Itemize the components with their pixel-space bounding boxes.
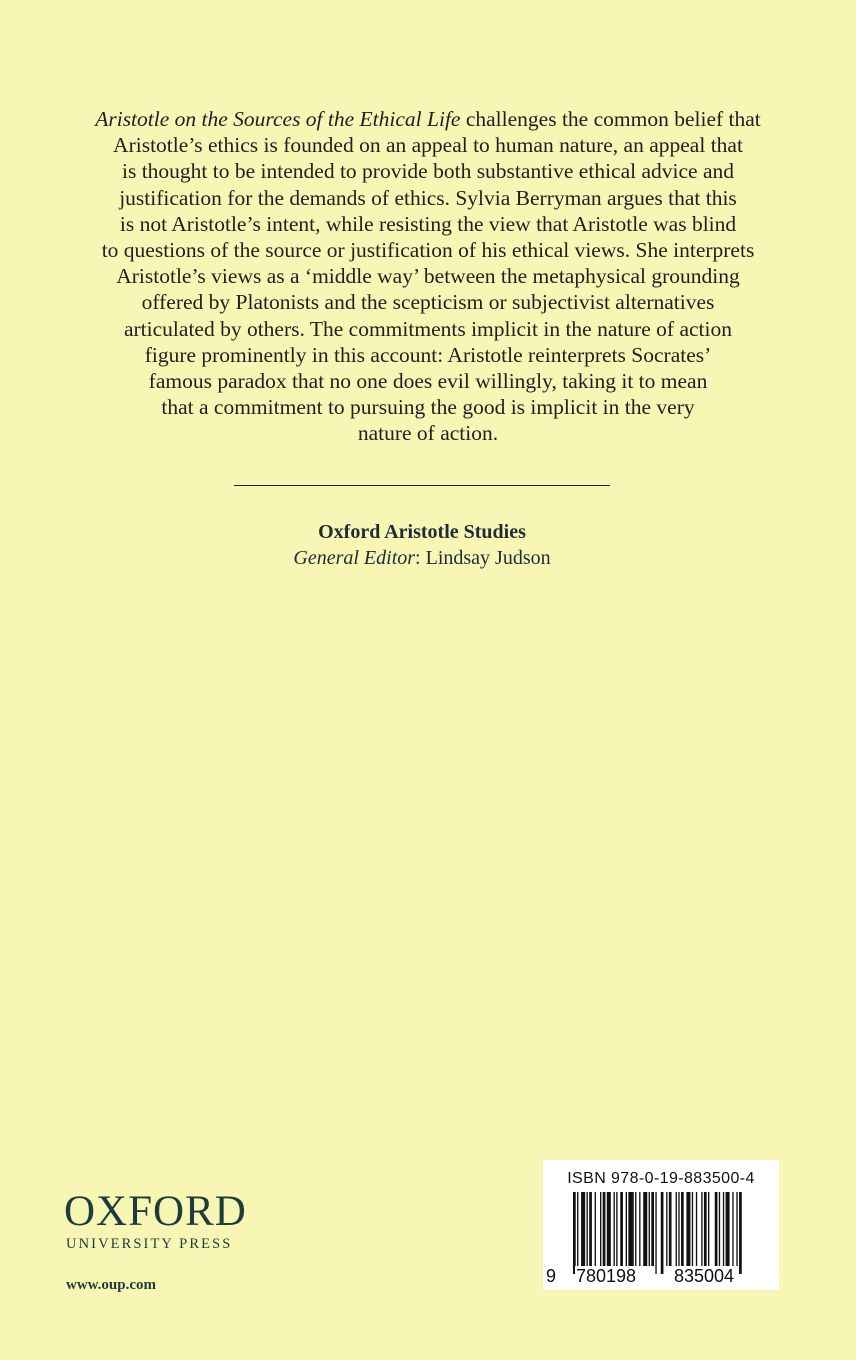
barcode-bar xyxy=(732,1192,733,1266)
barcode-bar xyxy=(616,1192,617,1266)
barcode-bar xyxy=(581,1192,585,1266)
blurb-line: to questions of the source or justification of his ethical views. She interprets xyxy=(101,238,755,263)
barcode-bar xyxy=(655,1192,656,1274)
barcode-digit-first: 9 xyxy=(546,1266,557,1286)
barcode-bar xyxy=(678,1192,679,1266)
barcode-bars-icon xyxy=(559,1192,765,1274)
barcode-bar xyxy=(661,1192,664,1274)
blurb-line: Aristotle’s views as a ‘middle way’ between the metaphysical grounding xyxy=(116,264,740,289)
barcode-bar xyxy=(587,1192,588,1266)
blurb-line: nature of action. xyxy=(357,421,499,446)
barcode-digits-right: 835004 xyxy=(674,1266,735,1286)
barcode-bar xyxy=(704,1192,707,1266)
barcode-bar xyxy=(614,1192,615,1266)
isbn-barcode xyxy=(543,1160,779,1290)
barcode-bar xyxy=(577,1192,578,1274)
book-title: Aristotle on the Sources of the Ethical Life xyxy=(95,107,461,131)
barcode-bar xyxy=(701,1192,702,1266)
blurb-line: famous paradox that no one does evil willingly, taking it to mean xyxy=(148,369,708,394)
barcode-bar xyxy=(573,1192,576,1274)
barcode-bar xyxy=(626,1192,627,1266)
divider-rule xyxy=(234,485,610,486)
barcode-bar xyxy=(589,1192,592,1266)
blurb-line: figure prominently in this account: Aristotle reinterprets Socrates’ xyxy=(144,342,712,367)
barcode-bar xyxy=(628,1192,633,1266)
barcode-bar xyxy=(739,1192,742,1274)
barcode-bar xyxy=(723,1192,724,1266)
isbn-label: ISBN 978-0-19-883500-4 xyxy=(567,1170,755,1187)
barcode-digits-left: 780198 xyxy=(576,1266,637,1286)
blurb-line: that a commitment to pursuing the good is implicit in the very xyxy=(161,395,695,420)
barcode-bar xyxy=(607,1192,611,1266)
barcode-bar xyxy=(643,1192,647,1266)
blurb-line: offered by Platonists and the scepticism or subjectivist alternatives xyxy=(141,290,715,315)
editor-name: Lindsay Judson xyxy=(425,547,551,569)
blurb-line: is thought to be intended to provide both substantive ethical advice and xyxy=(121,159,734,184)
barcode-bar xyxy=(669,1192,672,1266)
editor-label: General Editor xyxy=(293,547,416,569)
barcode-bar xyxy=(692,1192,693,1266)
barcode-bar xyxy=(726,1192,730,1266)
editor-separator: : xyxy=(415,547,426,569)
publisher-logo-name: OXFORD xyxy=(64,1188,247,1235)
barcode-bar xyxy=(649,1192,650,1266)
barcode-bar xyxy=(708,1192,709,1266)
barcode-bar xyxy=(651,1192,654,1266)
barcode-bar xyxy=(595,1192,596,1266)
barcode-bar xyxy=(681,1192,684,1266)
barcode-bar xyxy=(686,1192,690,1266)
blurb-line-1-rest: challenges the common belief that xyxy=(460,107,761,131)
blurb-line: is not Aristotle’s intent, while resisting the view that Aristotle was blind xyxy=(119,211,737,236)
barcode-bar xyxy=(715,1192,718,1266)
barcode-bar xyxy=(736,1192,737,1266)
barcode-bar xyxy=(635,1192,636,1266)
barcode-bar xyxy=(719,1192,720,1266)
blurb-line xyxy=(70,106,786,132)
barcode-bar xyxy=(620,1192,623,1266)
blurb-line: articulated by others. The commitments implicit in the nature of action xyxy=(123,316,732,341)
back-cover-blurb xyxy=(70,106,786,447)
barcode-bar xyxy=(639,1192,640,1266)
publisher-url: www.oup.com xyxy=(66,1277,157,1293)
barcode-bar xyxy=(600,1192,601,1266)
series-editor xyxy=(0,547,844,570)
series-name: Oxford Aristotle Studies xyxy=(318,521,526,543)
publisher-logo-subtitle: UNIVERSITY PRESS xyxy=(66,1236,233,1252)
blurb-line: Aristotle’s ethics is founded on an appeal to human nature, an appeal that xyxy=(113,133,743,158)
blurb-line: justification for the demands of ethics. Sylvia Berryman argues that this xyxy=(119,185,737,210)
barcode-bar xyxy=(603,1192,606,1266)
barcode-bar xyxy=(676,1192,677,1266)
barcode-bar xyxy=(696,1192,697,1266)
barcode-bar xyxy=(666,1192,667,1266)
